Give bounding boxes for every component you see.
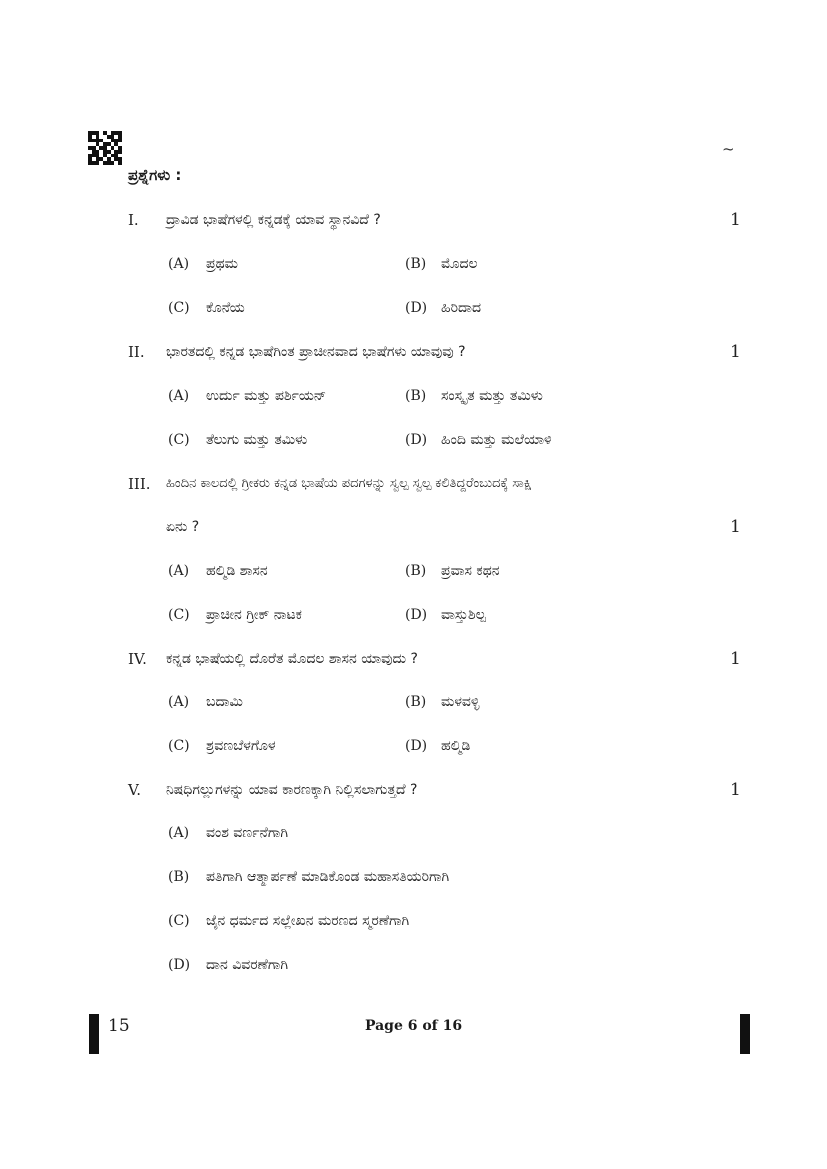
option-letter: (A) (168, 825, 190, 841)
option-text: ವಂಶ ವರ್ಣನೆಗಾಗಿ (206, 825, 288, 841)
option-letter: (D) (405, 607, 428, 623)
option-text: ಜೈನ ಧರ್ಮದ ಸಲ್ಲೇಖನ ಮರಣದ ಸ್ಮರಣೆಗಾಗಿ (206, 913, 410, 929)
tilde-mark: ~ (722, 140, 735, 158)
option-text: ಪತಿಗಾಗಿ ಆತ್ಮಾರ್ಪಣೆ ಮಾಡಿಕೊಂಡ ಮಹಾಸತಿಯರಿಗಾಗಿ (206, 869, 450, 885)
option-text: ಹಿಂದಿ ಮತ್ತು ಮಲೆಯಾಳಿ (441, 432, 552, 448)
option-text: ಶ್ರವಣಬೆಳಗೊಳ (206, 738, 276, 754)
option-text: ಪ್ರಾಚೀನ ಗ್ರೀಕ್ ನಾಟಕ (206, 607, 302, 623)
option-letter: (C) (168, 432, 190, 448)
option-text: ಕೊನೆಯ (206, 300, 245, 316)
question-marks: 1 (730, 649, 741, 669)
option-text: ದಾನ ವಿವರಣೆಗಾಗಿ (206, 957, 289, 973)
option-letter: (D) (405, 738, 428, 754)
question-number: V. (128, 781, 141, 799)
option-letter: (C) (168, 300, 190, 316)
question-marks: 1 (730, 780, 741, 800)
option-text: ಹಲ್ಮಿಡಿ (441, 738, 471, 754)
question-marks: 1 (730, 517, 741, 537)
question-number: I. (128, 211, 139, 229)
option-text: ಬದಾಮಿ (206, 694, 243, 710)
option-letter: (A) (168, 563, 190, 579)
option-letter: (B) (405, 256, 427, 272)
option-letter: (D) (168, 957, 191, 973)
question-text: ಭಾರತದಲ್ಲಿ ಕನ್ನಡ ಭಾಷೆಗಿಂತ ಪ್ರಾಚೀನವಾದ ಭಾಷೆಗಳು ಯಾವುವು ? (166, 344, 466, 360)
option-text: ಪ್ರಥಮ (206, 256, 238, 272)
option-letter: (C) (168, 607, 190, 623)
section-heading: ಪ್ರಶ್ನೆಗಳು : (128, 166, 182, 184)
option-letter: (B) (405, 694, 427, 710)
page-number: Page 6 of 16 (364, 1018, 463, 1034)
option-text: ವಾಸ್ತುಶಿಲ್ಪ (441, 607, 486, 623)
option-letter: (C) (168, 738, 190, 754)
option-text: ಮಳವಳ್ಳಿ (441, 694, 480, 710)
question-text: ದ್ರಾವಿಡ ಭಾಷೆಗಳಲ್ಲಿ ಕನ್ನಡಕ್ಕೆ ಯಾವ ಸ್ಥಾನವಿದೆ ? (166, 212, 381, 228)
option-letter: (A) (168, 388, 190, 404)
question-marks: 1 (730, 342, 741, 362)
question-number: III. (128, 475, 151, 493)
question-number: II. (128, 343, 145, 361)
option-text: ಹಲ್ಮಿಡಿ ಶಾಸನ (206, 563, 268, 579)
paper-code: 15 (108, 1016, 130, 1036)
option-text: ಪ್ರವಾಸ ಕಥನ (441, 563, 500, 579)
question-text-continued: ಏನು ? (166, 519, 200, 535)
option-letter: (D) (405, 432, 428, 448)
question-marks: 1 (730, 210, 741, 230)
option-text: ಮೊದಲ (441, 256, 478, 272)
option-letter: (C) (168, 913, 190, 929)
question-text: ಕನ್ನಡ ಭಾಷೆಯಲ್ಲಿ ದೊರೆತ ಮೊದಲ ಶಾಸನ ಯಾವುದು ? (166, 651, 418, 667)
question-text: ನಿಷಧಿಗಲ್ಲುಗಳನ್ನು ಯಾವ ಕಾರಣಕ್ಕಾಗಿ ನಿಲ್ಲಿಸಲಾಗುತ್ತದೆ ? (166, 782, 418, 798)
option-text: ಉರ್ದು ಮತ್ತು ಪರ್ಶಿಯನ್ (206, 388, 327, 404)
option-letter: (B) (405, 563, 427, 579)
option-letter: (A) (168, 256, 190, 272)
qr-code (88, 131, 122, 165)
question-number: IV. (128, 650, 147, 668)
option-text: ತೆಲುಗು ಮತ್ತು ತಮಿಳು (206, 432, 308, 448)
question-text: ಹಿಂದಿನ ಕಾಲದಲ್ಲಿ ಗ್ರೀಕರು ಕನ್ನಡ ಭಾಷೆಯ ಪದಗಳನ್ನು ಸ್ವಲ್ಪ ಸ್ವಲ್ಪ ಕಲಿತಿದ್ದರೆಂಬುದಕ್ಕೆ ಸಾಕ್ಷಿ (166, 476, 532, 491)
option-letter: (A) (168, 694, 190, 710)
option-text: ಸಂಸ್ಕೃತ ಮತ್ತು ತಮಿಳು (441, 388, 543, 404)
option-letter: (B) (405, 388, 427, 404)
option-text: ಹಿರಿದಾದ (441, 300, 482, 316)
option-letter: (D) (405, 300, 428, 316)
option-letter: (B) (168, 869, 190, 885)
footer-bar-right (740, 1014, 750, 1054)
